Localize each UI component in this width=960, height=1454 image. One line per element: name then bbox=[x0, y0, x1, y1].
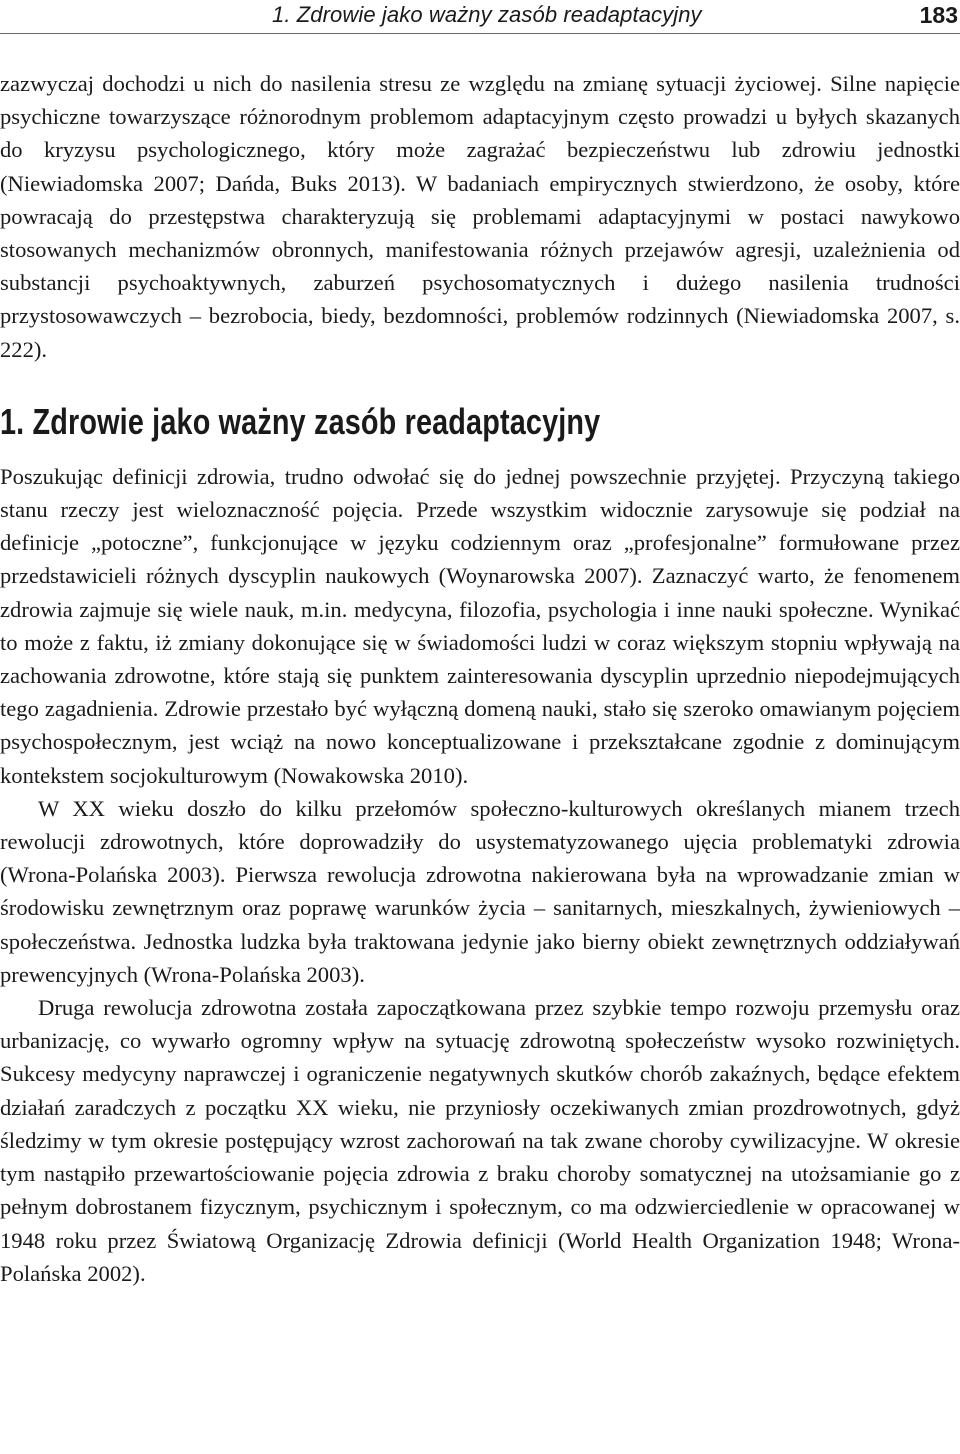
running-header bbox=[0, 0, 960, 34]
page-number: 183 bbox=[919, 2, 958, 28]
paragraph-first-revolution: W XX wieku doszło do kilku przełomów społeczno-kulturowych określanych mianem trzech rewolucji zdrowotnych, które doprowadziły do usystematyzowanego ujęcia problematyki zdrowia (Wrona-Polańska 2003). Pierwsza rewolucja zdrowotna nakierowana była na wprowadzanie zmian w środowisku zewnętrznym oraz poprawę warunków życia – sanitarnych, mieszkalnych, żywieniowych – społeczeństwa. Jednostka ludzka była traktowana jedynie jako bierny obiekt zewnętrznych oddziaływań prewencyjnych (Wrona-Polańska 2003). bbox=[0, 795, 960, 987]
intro-paragraph: zazwyczaj dochodzi u nich do nasilenia stresu ze względu na zmianę sytuacji życiowej. Silne napięcie psychiczne towarzyszące różnorodnym problemom adaptacyjnym często prowadzi u byłych skazanych do kryzysu psychologicznego, który może zagrażać bezpieczeństwu lub zdrowiu jednostki (Niewiadomska 2007; Dańda, Buks 2013). W badaniach empirycznych stwierdzono, że osoby, które powracają do przestępstwa charakteryzują się problemami adaptacyjnymi w postaci nawykowo stosowanych mechanizmów obronnych, manifestowania różnych przejawów agresji, uzależnienia od substancji psychoaktywnych, zaburzeń psychosomatycznych i dużego nasilenia trudności przystosowawczych – bezrobocia, biedy, bezdomności, problemów rodzinnych (Niewiadomska 2007, s. 222). bbox=[0, 71, 960, 362]
paragraph-second-revolution: Druga rewolucja zdrowotna została zapoczątkowana przez szybkie tempo rozwoju przemysłu oraz urbanizację, co wywarło ogromny wpływ na sytuację zdrowotną społeczeństw wysoko rozwiniętych. Sukcesy medycyny naprawczej i ograniczenie negatywnych skutków chorób zakaźnych, będące efektem działań zaradczych z początku XX wieku, nie przyniosły oczekiwanych zmian prozdrowotnych, gdyż śledzimy w tym okresie postępujący wzrost zachorowań na tak zwane choroby cywilizacyjne. W okresie tym nastąpiło przewartościowanie pojęcia zdrowia z braku choroby somatycznej na utożsamianie go z pełnym dobrostanem fizycznym, psychicznym i społecznym, co ma odzwierciedlenie w opracowanej w 1948 roku przez Światową Organizację Zdrowia definicji (World Health Organization 1948; Wrona-Polańska 2002). bbox=[0, 995, 960, 1286]
paragraph-definitions: Poszukując definicji zdrowia, trudno odwołać się do jednej powszechnie przyjętej. Przyczyną takiego stanu rzeczy jest wieloznaczność pojęcia. Przede wszystkim widocznie zarysowuje się podział na definicje „potoczne”, funkcjonujące w języku codziennym oraz „profesjonalne” formułowane przez przedstawicieli różnych dyscyplin naukowych (Woynarowska 2007). Zaznaczyć warto, że fenomenem zdrowia zajmuje się wiele nauk, m.in. medycyna, filozofia, psychologia i inne nauki społeczne. Wynikać to może z faktu, iż zmiany dokonujące się w świadomości ludzi w coraz większym stopniu wpływają na zachowania zdrowotne, które stają się punktem zainteresowania dyscyplin uprzednio niepodejmujących tego zagadnienia. Zdrowie przestało być wyłączną domeną nauki, stało się szeroko omawianym pojęciem psychospołecznym, jest wciąż na nowo konceptualizowane i przekształcane zgodnie z dominującym kontekstem socjokulturowym (Nowakowska 2010). bbox=[0, 463, 960, 788]
section-heading: 1. Zdrowie jako ważny zasób readaptacyjny bbox=[0, 400, 601, 442]
header-rule bbox=[0, 33, 960, 34]
running-title: 1. Zdrowie jako ważny zasób readaptacyjny bbox=[272, 2, 702, 27]
body-text bbox=[0, 67, 960, 1290]
